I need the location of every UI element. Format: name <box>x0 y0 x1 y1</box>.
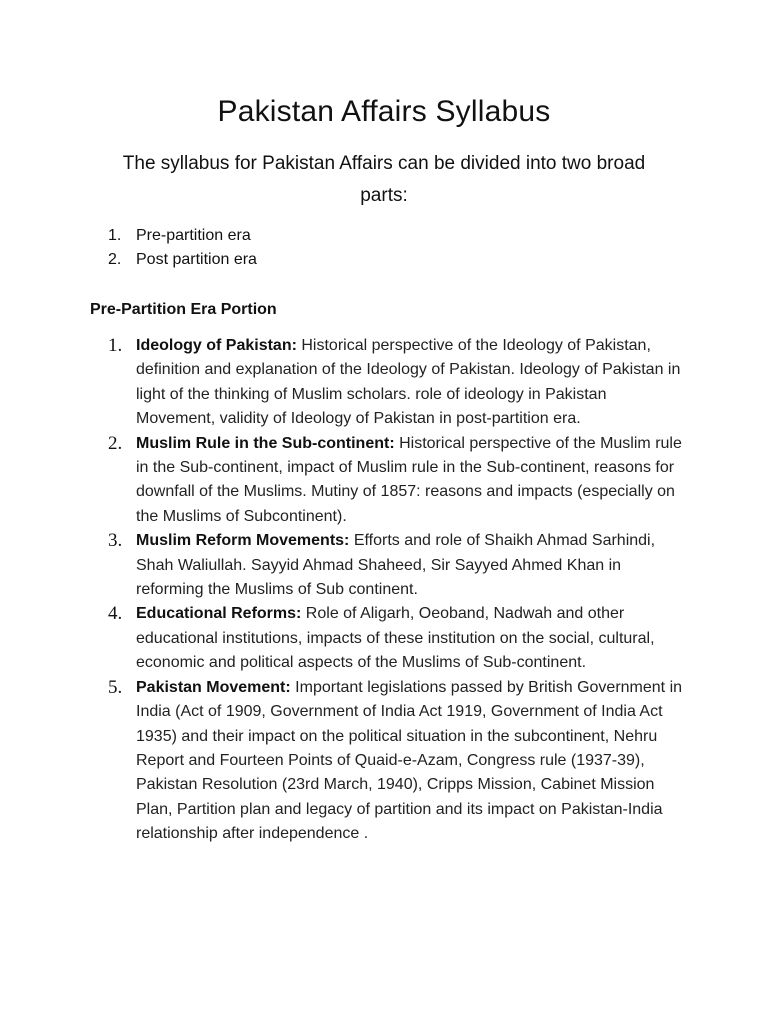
topic-term: Educational Reforms: <box>136 605 302 623</box>
topic-term: Muslim Reform Movements: <box>136 532 350 550</box>
topic-item <box>108 432 688 530</box>
list-item <box>108 248 257 272</box>
topic-term: Pakistan Movement: <box>136 678 291 696</box>
section-heading: Pre-Partition Era Portion <box>90 301 277 318</box>
list-item-label: Pre-partition era <box>136 227 251 244</box>
topic-item <box>108 676 688 847</box>
intro-paragraph: The syllabus for Pakistan Affairs can be divided into two broad parts: <box>122 153 646 206</box>
topic-text: Role of Aligarh, Oeoband, Nadwah and other educational institutions, impacts of these institution on the social, cultural, economic and political aspects of the Muslims of Sub-continent. <box>136 605 655 672</box>
topic-body <box>136 676 688 847</box>
parts-list <box>108 224 257 272</box>
list-item-number: 2. <box>108 251 122 268</box>
topic-body <box>136 432 688 530</box>
topics-list <box>108 334 688 847</box>
topic-body <box>136 334 688 432</box>
topic-number: 4. <box>108 603 123 625</box>
topic-number: 3. <box>108 530 123 552</box>
page-title: Pakistan Affairs Syllabus <box>217 95 551 128</box>
topic-number: 2. <box>108 432 123 454</box>
list-item <box>108 224 257 248</box>
topic-text: Important legislations passed by British Government in India (Act of 1909, Government of India Act 1919, Government of India Act 1935) and their impact on the political situation in the subcontinent, Nehru Report and Fourteen Points of Quaid-e-Azam, Congress rule (1937-39), Pakistan Resolution (23rd March, 1940), Cripps Mission, Cabinet Mission Plan, Partition plan and legacy of partition and its impact on Pakistan-India relationship after independence . <box>136 678 683 843</box>
topic-number: 1. <box>108 335 123 356</box>
topic-text: Historical perspective of the Ideology of Pakistan, definition and explanation of the Ideology of Pakistan. Ideology of Pakistan in light of the thinking of Muslim scholars. role of ideology in Pakistan Movement, validity of Ideology of Pakistan in post-partition era. <box>136 337 681 428</box>
topic-number: 5. <box>108 676 123 698</box>
list-item-number: 1. <box>108 227 122 244</box>
topic-text: Efforts and role of Shaikh Ahmad Sarhindi, Shah Waliullah. Sayyid Ahmad Shaheed, Sir Sayyed Ahmed Khan in reforming the Muslims of Sub continent. <box>136 532 656 599</box>
topic-item <box>108 334 688 432</box>
list-item-label: Post partition era <box>136 251 257 268</box>
topic-body <box>136 529 688 602</box>
topic-item <box>108 602 688 675</box>
topic-item <box>108 529 688 602</box>
topic-term: Ideology of Pakistan: <box>136 337 297 354</box>
topic-term: Muslim Rule in the Sub-continent: <box>136 434 395 452</box>
topic-text: Historical perspective of the Muslim rule in the Sub-continent, impact of Muslim rule in the Sub-continent, reasons for downfall of the Muslims. Mutiny of 1857: reasons and impacts (especially on the Muslims of Subcontinent). <box>136 434 682 525</box>
topic-body <box>136 602 688 675</box>
